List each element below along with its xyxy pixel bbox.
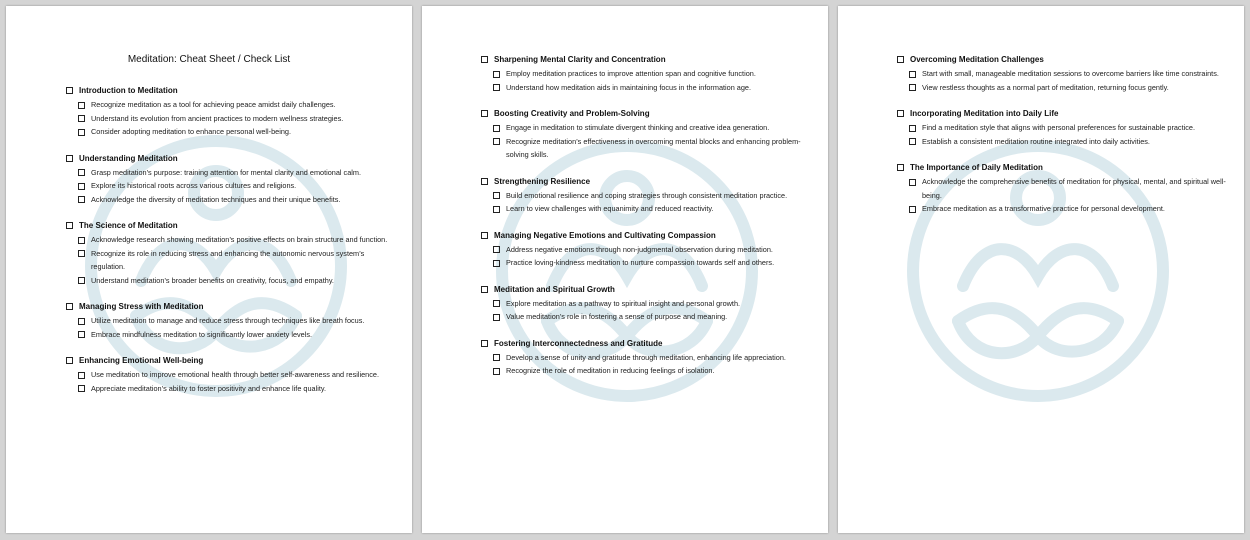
checkbox-icon[interactable] xyxy=(481,232,488,239)
checkbox-icon[interactable] xyxy=(909,179,916,186)
section-heading-text: Strengthening Resilience xyxy=(494,176,591,186)
document-page-1 xyxy=(6,6,412,533)
checklist-items xyxy=(481,189,811,216)
checklist-items xyxy=(66,166,396,207)
checklist-item-text: View restless thoughts as a normal part of meditation, returning focus gently. xyxy=(922,82,1169,92)
section-heading-text: Boosting Creativity and Problem-Solving xyxy=(494,109,650,118)
checklist-item-text: Acknowledge the comprehensive benefits of meditation for physical, mental, and spiritual well-being. xyxy=(922,177,1226,200)
checklist-item xyxy=(78,247,396,274)
checklist-item-text: Understand how meditation aids in maintaining focus in the information age. xyxy=(506,82,751,92)
checkbox-icon[interactable] xyxy=(481,286,488,293)
checklist-item xyxy=(78,112,396,126)
section-heading-text: Meditation and Spiritual Growth xyxy=(494,284,615,294)
checkbox-icon[interactable] xyxy=(78,372,85,379)
checkbox-icon[interactable] xyxy=(493,354,500,361)
checklist-items xyxy=(481,297,811,324)
checklist-item-text: Value meditation’s role in fostering a sense of purpose and meaning. xyxy=(506,312,728,321)
checklist-item xyxy=(78,125,396,139)
checklist-section xyxy=(897,53,1227,94)
checkbox-icon[interactable] xyxy=(481,56,488,63)
checklist-item-text: Find a meditation style that aligns with personal preferences for sustainable practice. xyxy=(922,123,1195,132)
checklist-item-text: Develop a sense of unity and gratitude through meditation, enhancing life appreciation. xyxy=(506,352,786,362)
checklist-items xyxy=(481,121,811,162)
checklist-item xyxy=(909,175,1227,202)
checklist-section xyxy=(897,161,1227,216)
checkbox-icon[interactable] xyxy=(493,125,500,132)
checkbox-icon[interactable] xyxy=(493,260,500,267)
section-heading xyxy=(66,152,396,165)
checklist-item xyxy=(78,179,396,193)
checklist-item-text: Engage in meditation to stimulate divergent thinking and creative idea generation. xyxy=(506,123,770,132)
checklist-section xyxy=(481,175,811,216)
checklist-item xyxy=(493,351,811,365)
section-heading xyxy=(66,219,396,232)
checklist-item-text: Consider adopting meditation to enhance personal well-being. xyxy=(91,127,291,136)
checklist-item xyxy=(493,121,811,135)
checkbox-icon[interactable] xyxy=(66,303,73,310)
section-heading xyxy=(481,53,811,66)
checkbox-icon[interactable] xyxy=(78,102,85,109)
checklist-item xyxy=(909,121,1227,135)
checklist-section xyxy=(66,84,396,139)
checkbox-icon[interactable] xyxy=(493,84,500,91)
checklist-section xyxy=(481,53,811,94)
checkbox-icon[interactable] xyxy=(493,192,500,199)
checkbox-icon[interactable] xyxy=(897,56,904,63)
checklist-section xyxy=(66,354,396,395)
checklist-item xyxy=(493,364,811,378)
checklist-item-text: Start with small, manageable meditation sessions to overcome barriers like time constraints. xyxy=(922,69,1219,78)
checkbox-icon[interactable] xyxy=(78,318,85,325)
checklist-items xyxy=(897,175,1227,216)
checklist-item-text: Utilize meditation to manage and reduce stress through techniques like breath focus. xyxy=(91,316,365,325)
checkbox-icon[interactable] xyxy=(66,222,73,229)
checkbox-icon[interactable] xyxy=(909,84,916,91)
checklist-item xyxy=(78,233,396,247)
section-heading xyxy=(481,283,811,296)
document-page-2 xyxy=(422,6,828,533)
checkbox-icon[interactable] xyxy=(78,385,85,392)
checkbox-icon[interactable] xyxy=(78,183,85,190)
checklist-item-text: Use meditation to improve emotional health through better self-awareness and resilience. xyxy=(91,370,379,379)
checklist-item-text: Understand meditation’s broader benefits on creativity, focus, and empathy. xyxy=(91,275,334,285)
checkbox-icon[interactable] xyxy=(493,246,500,253)
checkbox-icon[interactable] xyxy=(78,331,85,338)
document-title: Meditation: Cheat Sheet / Check List xyxy=(127,54,291,65)
checkbox-icon[interactable] xyxy=(897,110,904,117)
checkbox-icon[interactable] xyxy=(66,155,73,162)
checklist-item-text: Employ meditation practices to improve attention span and cognitive function. xyxy=(506,69,756,78)
checklist-items xyxy=(897,121,1227,148)
checklist-items xyxy=(481,243,811,270)
checklist-item xyxy=(493,310,811,324)
checklist-items xyxy=(66,314,396,341)
checklist-item-text: Explore meditation as a pathway to spiritual insight and personal growth. xyxy=(506,298,741,308)
checklist-item xyxy=(493,81,811,95)
checkbox-icon[interactable] xyxy=(493,314,500,321)
checklist-item xyxy=(78,274,396,288)
checkbox-icon[interactable] xyxy=(66,87,73,94)
checklist-item xyxy=(493,189,811,203)
section-heading xyxy=(66,354,396,367)
section-heading-text: The Importance of Daily Meditation xyxy=(910,163,1043,172)
section-heading xyxy=(66,84,396,97)
section-heading-text: Understanding Meditation xyxy=(79,153,178,163)
checklist-section xyxy=(66,219,396,287)
checklist-item xyxy=(78,382,396,396)
section-heading-text: Enhancing Emotional Well-being xyxy=(79,356,204,365)
section-heading xyxy=(897,53,1227,66)
checklist-item-text: Recognize its role in reducing stress and enhancing the autonomic nervous system’s regulation. xyxy=(91,248,365,271)
section-heading xyxy=(481,175,811,188)
checklist-item xyxy=(493,297,811,311)
checklist-item xyxy=(78,98,396,112)
checkbox-icon[interactable] xyxy=(909,125,916,132)
checklist-item xyxy=(493,135,811,162)
section-heading-text: Fostering Interconnectedness and Gratitude xyxy=(494,338,663,348)
checklist-item xyxy=(78,314,396,328)
checklist-item xyxy=(909,135,1227,149)
checklist-item-text: Grasp meditation’s purpose: training attention for mental clarity and emotional calm. xyxy=(91,167,361,177)
checklist-item-text: Appreciate meditation’s ability to foster positivity and enhance life quality. xyxy=(91,383,326,393)
section-list xyxy=(66,84,396,408)
checklist-item-text: Recognize the role of meditation in reducing feelings of isolation. xyxy=(506,366,715,375)
checkbox-icon[interactable] xyxy=(78,129,85,136)
checklist-items xyxy=(481,67,811,94)
checklist-item-text: Recognize meditation as a tool for achieving peace amidst daily challenges. xyxy=(91,100,336,109)
checklist-item-text: Learn to view challenges with equanimity and reduced reactivity. xyxy=(506,204,714,213)
section-heading xyxy=(66,300,396,313)
checklist-item-text: Establish a consistent meditation routine integrated into daily activities. xyxy=(922,136,1150,146)
checklist-section xyxy=(897,107,1227,148)
checkbox-icon[interactable] xyxy=(481,340,488,347)
checkbox-icon[interactable] xyxy=(493,206,500,213)
checklist-item-text: Embrace meditation as a transformative practice for personal development. xyxy=(922,204,1165,213)
checklist-section xyxy=(66,300,396,341)
section-heading-text: The Science of Meditation xyxy=(79,221,178,230)
checklist-section xyxy=(481,107,811,162)
checkbox-icon[interactable] xyxy=(78,115,85,122)
checklist-item-text: Embrace mindfulness meditation to significantly lower anxiety levels. xyxy=(91,329,313,339)
section-heading xyxy=(481,229,811,242)
checkbox-icon[interactable] xyxy=(909,138,916,145)
section-heading-text: Managing Stress with Meditation xyxy=(79,302,204,311)
section-heading xyxy=(897,107,1227,120)
checklist-item xyxy=(493,202,811,216)
checkbox-icon[interactable] xyxy=(493,300,500,307)
checklist-item xyxy=(78,328,396,342)
section-heading-text: Overcoming Meditation Challenges xyxy=(910,55,1044,64)
checklist-items xyxy=(897,67,1227,94)
checklist-item xyxy=(493,256,811,270)
checklist-item-text: Build emotional resilience and coping strategies through consistent meditation practice. xyxy=(506,190,788,200)
checklist-item-text: Address negative emotions through non-judgmental observation during meditation. xyxy=(506,244,773,254)
checkbox-icon[interactable] xyxy=(78,237,85,244)
checkbox-icon[interactable] xyxy=(78,250,85,257)
checklist-section xyxy=(481,229,811,270)
checkbox-icon[interactable] xyxy=(78,169,85,176)
checklist-item xyxy=(909,67,1227,81)
checkbox-icon[interactable] xyxy=(66,357,73,364)
checklist-items xyxy=(66,368,396,395)
checkbox-icon[interactable] xyxy=(909,206,916,213)
checklist-items xyxy=(66,233,396,287)
checkbox-icon[interactable] xyxy=(78,196,85,203)
checklist-item-text: Acknowledge research showing meditation’s positive effects on brain structure and function. xyxy=(91,235,388,244)
section-heading-text: Sharpening Mental Clarity and Concentration xyxy=(494,55,666,64)
checklist-items xyxy=(481,351,811,378)
document-page-3 xyxy=(838,6,1244,533)
checklist-items xyxy=(66,98,396,139)
checkbox-icon[interactable] xyxy=(481,178,488,185)
section-heading xyxy=(481,107,811,120)
checklist-section xyxy=(481,337,811,378)
checkbox-icon[interactable] xyxy=(493,138,500,145)
checklist-item xyxy=(78,368,396,382)
section-heading xyxy=(897,161,1227,174)
checklist-item-text: Understand its evolution from ancient practices to modern wellness strategies. xyxy=(91,113,344,123)
checklist-section xyxy=(66,152,396,207)
checkbox-icon[interactable] xyxy=(909,71,916,78)
checklist-section xyxy=(481,283,811,324)
section-heading-text: Incorporating Meditation into Daily Life xyxy=(910,109,1059,118)
section-list xyxy=(481,53,811,391)
checklist-item-text: Recognize meditation’s effectiveness in overcoming mental blocks and enhancing problem-solving skills. xyxy=(506,136,801,159)
checklist-item xyxy=(909,81,1227,95)
checklist-item xyxy=(78,166,396,180)
checkbox-icon[interactable] xyxy=(493,71,500,78)
checklist-item-text: Explore its historical roots across various cultures and religions. xyxy=(91,181,297,190)
section-list xyxy=(897,53,1227,229)
section-heading-text: Managing Negative Emotions and Cultivating Compassion xyxy=(494,230,716,240)
section-heading xyxy=(481,337,811,350)
checklist-item xyxy=(909,202,1227,216)
checklist-item xyxy=(493,243,811,257)
checkbox-icon[interactable] xyxy=(481,110,488,117)
checklist-item-text: Acknowledge the diversity of meditation techniques and their unique benefits. xyxy=(91,194,341,204)
checkbox-icon[interactable] xyxy=(78,277,85,284)
checkbox-icon[interactable] xyxy=(897,164,904,171)
section-heading-text: Introduction to Meditation xyxy=(79,86,178,95)
checkbox-icon[interactable] xyxy=(493,368,500,375)
checklist-item-text: Practice loving-kindness meditation to nurture compassion towards self and others. xyxy=(506,258,775,267)
checklist-item xyxy=(493,67,811,81)
checklist-item xyxy=(78,193,396,207)
